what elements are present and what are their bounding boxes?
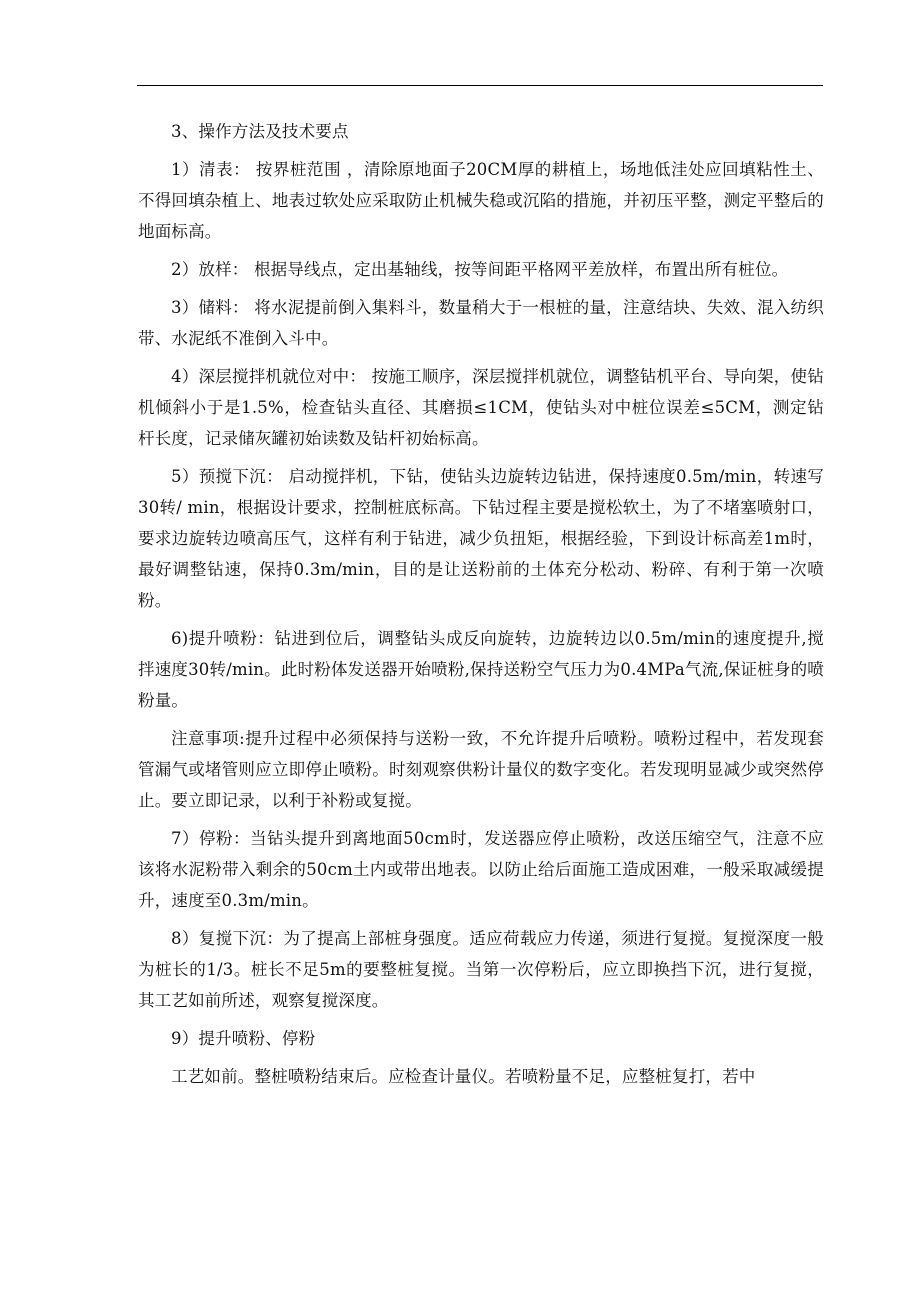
paragraph-layout: 2）放样： 根据导线点，定出基轴线，按等间距平格网平差放样，布置出所有桩位。 — [171, 260, 789, 279]
paragraph-stop-powder: 7）停粉：当钻头提升到离地面50cm时，发送器应停止喷粉，改送压缩空气，注意不应该将水泥粉带入剩余的50cm土内或带出地表。以防止给后面施工造成困难，一般采取减缓提升，速度至0.3m/min。 — [138, 829, 824, 910]
paragraph-notes: 注意事项:提升过程中必须保持与送粉一致，不允许提升后喷粉。喷粉过程中，若发现套管漏气或堵管则应立即停止喷粉。时刻观察供粉计量仪的数字变化。若发现明显减少或突然停止。要立即记录，以利于补粉或复搅。 — [138, 729, 824, 810]
paragraph-pre-mixing: 5）预搅下沉： 启动搅拌机，下钻，使钻头边旋转边钻进，保持速度0.5m/min，转速写30转/ min，根据设计要求，控制桩底标高。下钻过程主要是搅松软土，为了不堵塞喷射口，要求边旋转边喷高压气，这样有利于钻进，减少负扭矩，根据经验，下到设计标高差1m时，最好调整钻速，保持0.3m/min，目的是让送粉前的土体充分松动、粉碎、有利于第一次喷粉。 — [138, 467, 824, 610]
paragraph-re-mixing: 8）复搅下沉：为了提高上部桩身强度。适应荷载应力传递，须进行复搅。复搅深度一般为桩长的1/3。桩长不足5m的要整桩复搅。当第一次停粉后，应立即换挡下沉，进行复搅，其工艺如前所述，观察复搅深度。 — [138, 929, 824, 1010]
paragraph-positioning: 4）深层搅拌机就位对中： 按施工顺序，深层搅拌机就位，调整钻机平台、导向架，使钻机倾斜小于是1.5%，检查钻头直径、其磨损≤1CM，使钻头对中桩位误差≤5CM，测定钻杆长度，记录储灰罐初始读数及钻杆初始标高。 — [138, 367, 824, 448]
paragraph-clearing: 1）清表： 按界桩范围 ，清除原地面子20CM厚的耕植上，场地低洼处应回填粘性土、不得回填杂植上、地表过软处应采取防止机械失稳或沉陷的措施，并初压平整，测定平整后的地面标高。 — [138, 160, 824, 241]
header-rule — [137, 85, 823, 86]
document-body — [138, 116, 824, 1099]
paragraph-lift-spraying: 6)提升喷粉：钻进到位后，调整钻头成反向旋转，边旋转边以0.5m/min的速度提升,搅拌速度30转/min。此时粉体发送器开始喷粉,保持送粉空气压力为0.4MPa气流,保证桩身的喷粉量。 — [138, 629, 824, 710]
paragraph-storage: 3）储料： 将水泥提前倒入集料斗，数量稍大于一根桩的量，注意结块、失效、混入纺织带、水泥纸不准倒入斗中。 — [138, 298, 824, 348]
section-heading: 3、操作方法及技术要点 — [171, 122, 349, 141]
paragraph-process: 工艺如前。整桩喷粉结束后。应检查计量仪。若喷粉量不足，应整桩复打，若中 — [171, 1067, 756, 1086]
paragraph-lift-stop: 9）提升喷粉、停粉 — [171, 1029, 316, 1048]
